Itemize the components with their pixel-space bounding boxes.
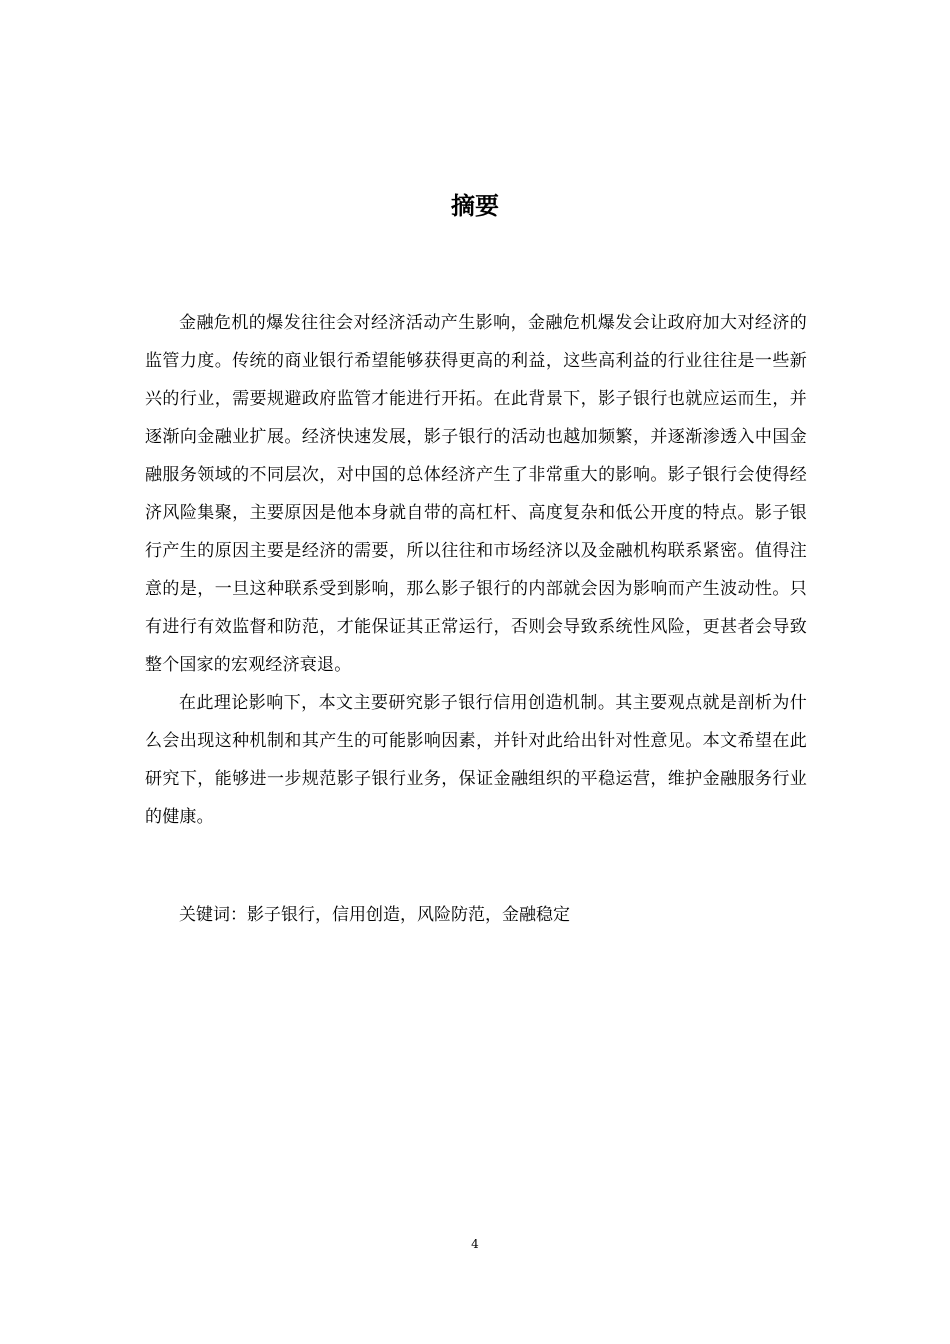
abstract-body — [145, 304, 807, 836]
abstract-paragraph: 金融危机的爆发往往会对经济活动产生影响，金融危机爆发会让政府加大对经济的监管力度。传统的商业银行希望能够获得更高的利益，这些高利益的行业往往是一些新兴的行业，需要规避政府监管才能进行开拓。在此背景下，影子银行也就应运而生，并逐渐向金融业扩展。经济快速发展，影子银行的活动也越加频繁，并逐渐渗透入中国金融服务领域的不同层次，对中国的总体经济产生了非常重大的影响。影子银行会使得经济风险集聚，主要原因是他本身就自带的高杠杆、高度复杂和低公开度的特点。影子银行产生的原因主要是经济的需要，所以往往和市场经济以及金融机构联系紧密。值得注意的是，一旦这种联系受到影响，那么影子银行的内部就会因为影响而产生波动性。只有进行有效监督和防范，才能保证其正常运行，否则会导致系统性风险，更甚者会导致整个国家的宏观经济衰退。 — [145, 313, 807, 675]
page-number: 4 — [471, 1237, 479, 1251]
abstract-paragraph: 在此理论影响下，本文主要研究影子银行信用创造机制。其主要观点就是剖析为什么会出现这种机制和其产生的可能影响因素，并针对此给出针对性意见。本文希望在此研究下，能够进一步规范影子银行业务，保证金融组织的平稳运营，维护金融服务行业的健康。 — [145, 693, 807, 827]
page-title: 摘要 — [451, 192, 499, 220]
keywords-line: 关键词：影子银行，信用创造，风险防范，金融稳定 — [179, 905, 570, 925]
